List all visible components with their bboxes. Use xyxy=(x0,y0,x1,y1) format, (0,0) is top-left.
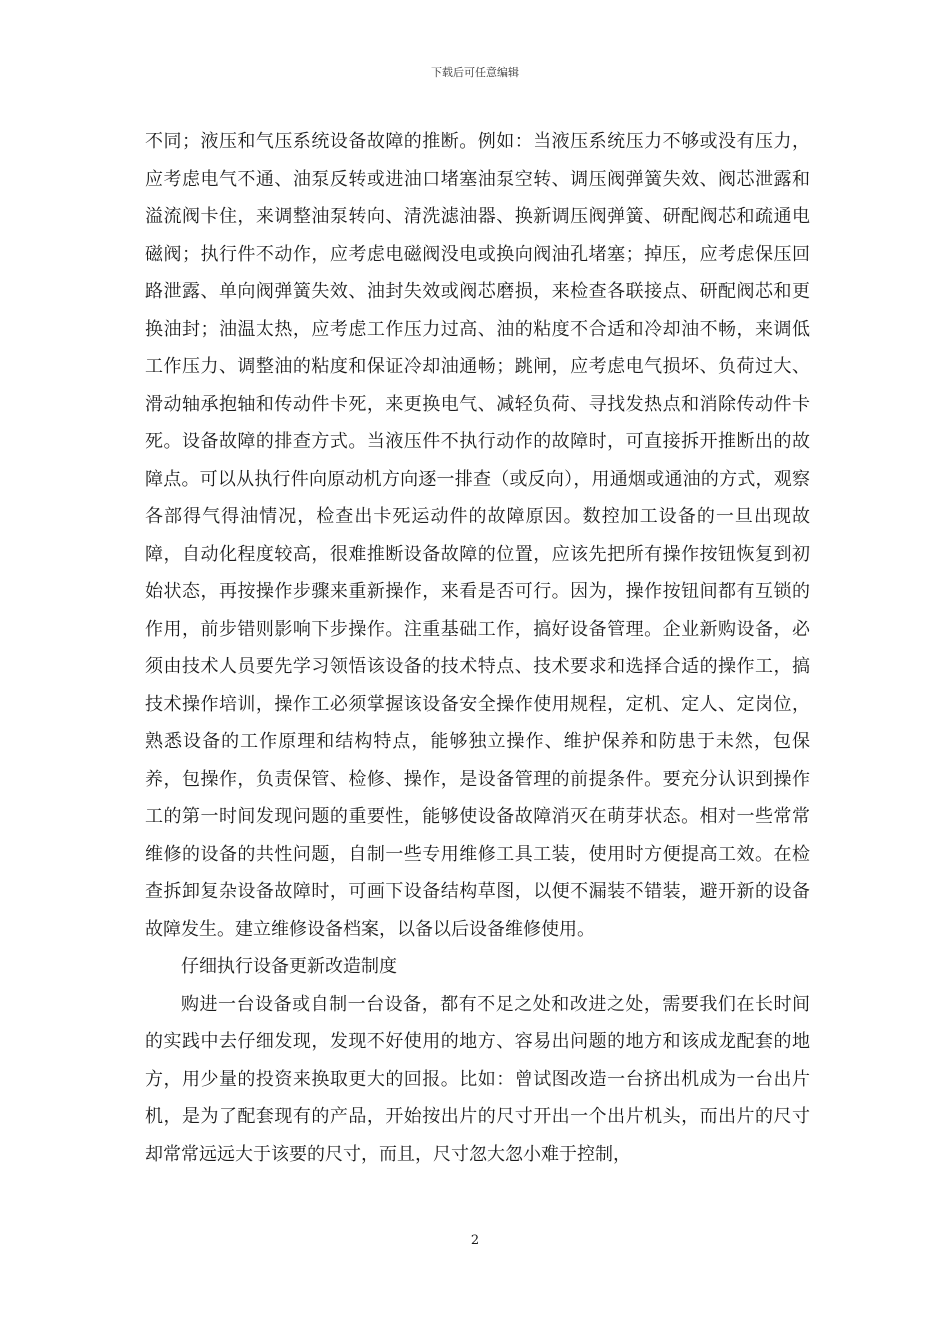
section-heading-equipment-renewal: 仔细执行设备更新改造制度 xyxy=(181,956,397,977)
page-header: 下载后可任意编辑 xyxy=(431,66,519,79)
document-body xyxy=(145,123,810,1173)
paragraph-equipment-improvement: 购进一台设备或自制一台设备，都有不足之处和改进之处，需要我们在长时间的实践中去仔细发现，发现不好使用的地方、容易出问题的地方和该成龙配套的地方，用少量的投资来换取更大的回报。比如：曾试图改造一台挤出机成为一台出片机，是为了配套现有的产品，开始按出片的尺寸开出一个出片机头，而出片的尺寸却常常远远大于该要的尺寸，而且，尺寸忽大忽小难于控制， xyxy=(145,993,810,1165)
page-number: 2 xyxy=(470,1233,480,1248)
paragraph-equipment-fault-diagnosis: 不同；液压和气压系统设备故障的推断。例如：当液压系统压力不够或没有压力，应考虑电气不通、油泵反转或进油口堵塞油泵空转、调压阀弹簧失效、阀芯泄露和溢流阀卡住，来调整油泵转向、清洗滤油器、换新调压阀弹簧、研配阀芯和疏通电磁阀；执行件不动作，应考虑电磁阀没电或换向阀油孔堵塞；掉压，应考虑保压回路泄露、单向阀弹簧失效、油封失效或阀芯磨损，来检查各联接点、研配阀芯和更换油封；油温太热，应考虑工作压力过高、油的粘度不合适和冷却油不畅，来调低工作压力、调整油的粘度和保证冷却油通畅；跳闸，应考虑电气损坏、负荷过大、滑动轴承抱轴和传动件卡死，来更换电气、减轻负荷、寻找发热点和消除传动件卡死。设备故障的排查方式。当液压件不执行动作的故障时，可直接拆开推断出的故障点。可以从执行件向原动机方向逐一排查（或反向），用通烟或通油的方式，观察各部得气得油情况，检查出卡死运动件的故障原因。数控加工设备的一旦出现故障，自动化程度较高，很难推断设备故障的位置，应该先把所有操作按钮恢复到初始状态，再按操作步骤来重新操作，来看是否可行。因为，操作按钮间都有互锁的作用，前步错则影响下步操作。注重基础工作，搞好设备管理。企业新购设备，必须由技术人员要先学习领悟该设备的技术特点、技术要求和选择合适的操作工，搞技术操作培训，操作工必须掌握该设备安全操作使用规程，定机、定人、定岗位，熟悉设备的工作原理和结构特点，能够独立操作、维护保养和防患于未然，包保养，包操作，负责保管、检修、操作，是设备管理的前提条件。要充分认识到操作工的第一时间发现问题的重要性，能够使设备故障消灭在萌芽状态。相对一些常常维修的设备的共性问题，自制一些专用维修工具工装，使用时方便提高工效。在检查拆卸复杂设备故障时，可画下设备结构草图，以便不漏装不错装，避开新的设备故障发生。建立维修设备档案，以备以后设备维修使用。 xyxy=(145,131,810,940)
